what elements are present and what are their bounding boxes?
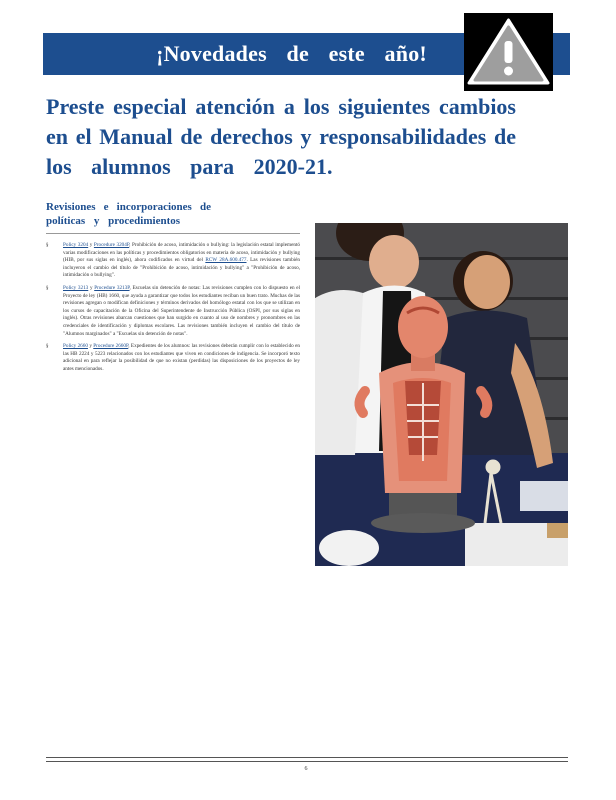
banner-title: ¡Novedades de este año! [156,41,427,66]
heading-line: los alumnos para 2020-21. [46,154,333,179]
bullet-icon: § [46,285,49,291]
page-number: 6 [304,766,308,772]
connector: y [89,242,93,248]
page-heading [46,92,516,182]
list-item [46,242,300,280]
rcw-link[interactable]: RCW 28A.600.477 [205,257,247,264]
subheading-divider [46,233,300,234]
policy-link[interactable]: Policy 3213 [63,284,89,291]
policy-link[interactable]: Policy 3204 [63,242,89,248]
footer-rule [46,757,568,758]
subheading-line: políticas y procedimientos [46,215,181,227]
warning-icon [464,13,553,91]
policy-list [46,242,300,379]
item-text: . Las revisiones también incluyeron el cambio del título de "Prohibición de acoso, intimidación y bullying" a "Prohibición de acoso, intimidación o bullying". [63,257,301,279]
list-item [46,343,300,373]
students-photo [315,223,568,566]
procedure-link[interactable]: Procedure 3204P [93,242,130,248]
item-text: , Escuelas sin detención de notas: Las revisiones cumplen con lo dispuesto en el Proyecto de ley (HB) 1660, que ayuda a garantizar que todos los estudiantes reciban un buen trato. Muchas de las revisiones agregan o modifican definiciones y términos derivados del homólogo estatal con los que se utilizan en los cursos de capacitación de la Oficina del Superintendente de Instrucción Pública (OSPI, por sus siglas en inglés). Otras revisiones abarcan cuestiones que han surgido en cuanto al uso de nombres y pronombres en las credenciales de identificación y diplomas escolares. Las revisiones también incluyen el cambio del título de "Alumnos marginados" a "Escuelas sin detención de notas". [63,284,301,337]
heading-line: en el Manual de derechos y responsabilidades de [46,124,516,149]
procedure-link[interactable]: Procedure 3213P [94,284,130,291]
policy-link[interactable]: Policy 2660 [63,343,88,350]
subheading-line: Revisiones e incorporaciones de [46,201,211,213]
item-text: , Prohibición de acoso, intimidación o bullying: la legislación estatal implementó varias modificaciones en las políticas y procedimientos obligatorios en materia de acoso, intimidación y bullying (HIB, por sus siglas en inglés), ahora codificados en virtud del [63,242,300,264]
bullet-icon: § [46,344,49,350]
footer-rule [46,761,568,762]
heading-line: Preste especial atención a los siguientes cambios [46,94,516,119]
procedure-link[interactable]: Procedure 2660P [93,343,129,350]
bullet-icon: § [46,243,49,248]
list-item [46,285,300,338]
item-text: , Expedientes de los alumnos: las revisiones deberán cumplir con lo establecido en las HB 2224 y 5223 relacionados con los estudiantes que viven en condiciones de indigencia. Se incorporó texto adicional en para reflejar la posibilidad de que no existan (perdidas) las disposiciones de los proyectos de ley antes mencionados. [63,343,301,372]
section-subheading [46,200,211,228]
connector: y [89,343,92,350]
connector: y [89,284,93,291]
